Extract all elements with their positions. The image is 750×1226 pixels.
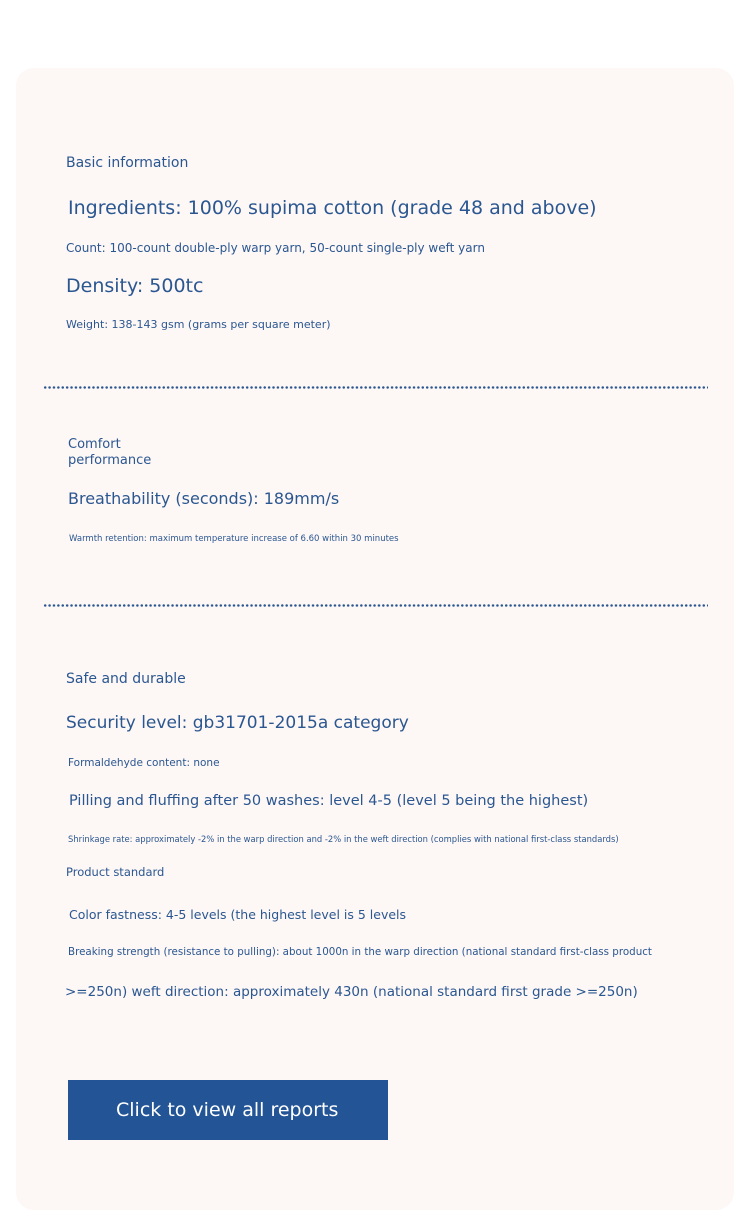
dotted-divider <box>43 386 708 389</box>
view-all-reports-label: Click to view all reports <box>116 1099 339 1121</box>
view-all-reports-button[interactable] <box>68 1080 388 1140</box>
breaking-strength-text: Breaking strength (resistance to pulling): about 1000n in the warp direction (national standard first-class product <box>68 946 652 958</box>
section-heading-basic: Basic information <box>66 155 189 171</box>
section-heading-product: Product standard <box>66 865 165 879</box>
count-text: Count: 100-count double-ply warp yarn, 50-count single-ply weft yarn <box>66 241 485 255</box>
shrinkage-text: Shrinkage rate: approximately -2% in the warp direction and -2% in the weft direction (complies with national first-class standards) <box>68 834 619 844</box>
dotted-divider <box>43 604 708 607</box>
pilling-text: Pilling and fluffing after 50 washes: level 4-5 (level 5 being the highest) <box>69 793 589 809</box>
density-text: Density: 500tc <box>66 275 204 297</box>
warmth-text: Warmth retention: maximum temperature increase of 6.60 within 30 minutes <box>69 534 399 544</box>
breaking-strength-continued-text: >=250n) weft direction: approximately 430n (national standard first grade >=250n) <box>65 984 638 1000</box>
section-heading-safety: Safe and durable <box>66 671 186 687</box>
breathability-text: Breathability (seconds): 189mm/s <box>68 489 340 508</box>
color-fastness-text: Color fastness: 4-5 levels (the highest level is 5 levels <box>69 907 407 922</box>
ingredients-text: Ingredients: 100% supima cotton (grade 48 and above) <box>68 197 597 219</box>
weight-text: Weight: 138-143 gsm (grams per square meter) <box>66 318 331 331</box>
section-heading-comfort: Comfort performance <box>68 437 152 468</box>
formaldehyde-text: Formaldehyde content: none <box>68 757 220 769</box>
report-card <box>16 68 734 1210</box>
security-text: Security level: gb31701-2015a category <box>66 713 409 733</box>
